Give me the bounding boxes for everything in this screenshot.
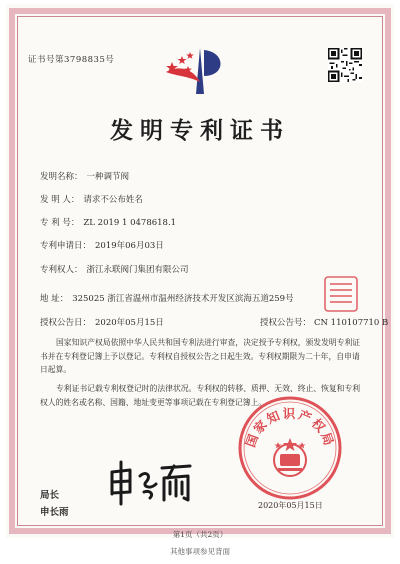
filing-date-label: 专利申请日：: [40, 241, 92, 251]
inventor-value: 请求不公布姓名: [83, 195, 143, 205]
director-name: 申长雨: [40, 507, 69, 518]
small-seal-icon: [322, 274, 360, 314]
grant-number-value: CN 110107710 B: [314, 318, 389, 328]
seal-date: 2020年05月15日: [258, 501, 323, 510]
certificate-note: 专利证书记载专利权登记时的法律状况。专利权的转移、质押、无效、终止、恢复和专利权人的姓名或名称、国籍、地址变更等事项记载在专利登记簿上。: [40, 384, 361, 407]
signature-image: [104, 456, 196, 508]
patent-number-value: ZL 2019 1 0478618.1: [83, 218, 177, 228]
page-title: 发明专利证书: [110, 117, 290, 144]
official-seal-icon: [236, 394, 344, 502]
address-row: [40, 292, 294, 304]
cnipa-logo-icon: [160, 42, 240, 100]
director-title: 局长: [40, 490, 60, 501]
invention-name-row: [40, 170, 129, 182]
address-value: 325025 浙江省温州市温州经济技术开发区滨海五道259号: [72, 294, 294, 304]
patent-number-label: 专 利 号：: [40, 218, 80, 228]
qr-code-icon: [328, 48, 362, 82]
seal-text: 国家知识产权局: [242, 406, 338, 450]
footer-note: 其他事项参见背面: [170, 547, 230, 556]
certificate-statement: 国家知识产权局依照中华人民共和国专利法进行审查，决定授予专利权，颁发发明专利证书并在专利登记簿上予以登记。专利权自授权公告之日起生效。专利权期限为二十年，自申请日起算。: [40, 338, 361, 374]
invention-name-label: 发明名称：: [40, 172, 83, 182]
patentee-row: [40, 263, 189, 275]
grant-date-label: 授权公告日：: [40, 318, 92, 328]
invention-name-value: 一种调节阀: [86, 172, 130, 182]
patentee-label: 专利权人：: [40, 265, 83, 275]
grant-date-value: 2020年05月15日: [95, 318, 164, 328]
patent-number-row: [40, 216, 176, 228]
filing-date-row: [40, 239, 164, 251]
grant-number-label: 授权公告号：: [260, 318, 312, 328]
filing-date-value: 2019年06月03日: [95, 241, 164, 251]
page-number: 第1页（共2页）: [172, 530, 228, 539]
grant-row: [40, 316, 389, 328]
inventor-row: [40, 193, 143, 205]
certificate-number: 证书号第3798835号: [28, 55, 115, 65]
patentee-value: 浙江永联阀门集团有限公司: [86, 265, 189, 275]
inventor-label: 发 明 人：: [40, 195, 80, 205]
address-label: 地 址：: [40, 294, 69, 304]
